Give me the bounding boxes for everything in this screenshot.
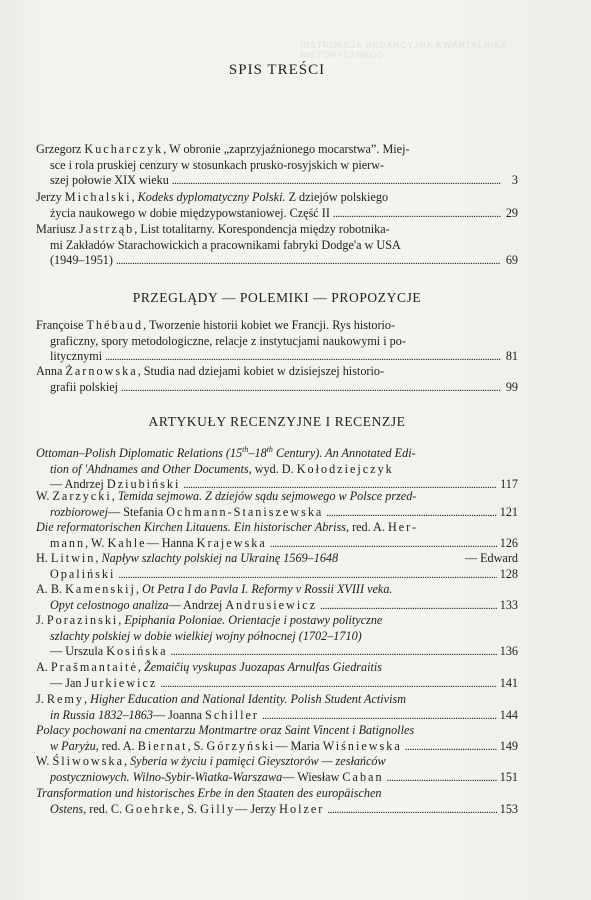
section-heading: ARTYKUŁY RECENZYJNE I RECENZJE <box>148 414 406 429</box>
page-number: 136 <box>499 644 518 659</box>
author-name: Her- <box>387 520 419 534</box>
page-number: 81 <box>505 349 518 364</box>
author-name: Litwin <box>50 551 96 565</box>
author-name: Porazinski <box>46 613 119 627</box>
toc-entry[interactable]: Die reformatorischen Kirchen Litauens. Ein historischer Abriss , red. A. Her- mann , W. Kahle — Hanna Krajewska . . . 126 <box>36 520 518 552</box>
author-name: Kosińska <box>106 644 168 659</box>
page-number: 29 <box>505 205 518 220</box>
author-name: Górzyński <box>206 738 276 753</box>
author-name: Schiller <box>205 707 259 722</box>
page-number: 128 <box>499 566 518 581</box>
toc-entry[interactable]: Jerzy Michalski , Kodeks dyplomatyczny Polski. Z dziejów polskiego życia naukowego w dobie międzypowstaniowej. Część II . . . 29 <box>36 190 518 222</box>
page-number: 153 <box>499 801 518 816</box>
author-name: Krajewska <box>196 535 267 550</box>
author-name: Kucharczyk <box>84 142 164 156</box>
author-name: Michalski <box>64 190 132 204</box>
toc-entry[interactable]: W. Zarzycki , Temida sejmowa. Z dziejów sądu sejmowego w Polsce przed- rozbiorowej — Stefania Ochmann-Staniszewska . . . 121 <box>36 489 518 521</box>
toc-entry[interactable]: W. Śliwowska , Syberia w życiu i pamięci Gieysztorów — zesłańców postyczniowych. Wilno-Sybir-Wiatka-Warszawa — Wiesław Caban . . . 151 <box>36 754 518 786</box>
author-name: Remy <box>46 692 84 706</box>
toc-entry[interactable]: Mariusz Jastrząb , List totalitarny. Korespondencja między robotnika- mi Zakładów Starachowickich a pracownikami fabryki Dodge'a w USA (1949–1951) . . . 69 <box>36 222 518 270</box>
page-number: 149 <box>499 738 518 753</box>
author-name: Kołodziejczyk <box>296 461 394 476</box>
author-name: Opaliński <box>50 566 116 581</box>
toc-entry[interactable]: A. B. Kamenskij , Ot Petra I do Pavla I. Reformy v Rossii XVIII veka. Opyt celostnogo analiza — Andrzej Andrusiewicz . . . 133 <box>36 582 518 614</box>
page-number: 126 <box>499 535 518 550</box>
page-number: 121 <box>499 504 518 519</box>
toc-entry[interactable]: Grzegorz Kucharczyk, W obronie „zaprzyjaźnionego mocarstwa”. Miej- sce i rola pruskiej cenzury w stosunkach prusko-rosyjskich w pierw- szej połowie XIX wieku . . . 3 <box>36 142 518 190</box>
author-name: Ochmann-Staniszewska <box>166 504 324 519</box>
author-name: Kamenskij <box>65 582 136 596</box>
author-name: Śliwowska <box>52 754 124 768</box>
author-name: Andrusiewicz <box>225 597 318 612</box>
toc-entry[interactable]: Polacy pochowani na cmentarzu Montmartre oraz Saint Vincent i Batignolles w Paryżu , red. A. Biernat , S. Górzyński — Maria Wiśniewska . . . 149 <box>36 723 518 755</box>
author-name: Dziubiński <box>106 477 181 492</box>
bleed-through-text: INSTRUKCJA REDAKCYJNA KWARTALNIKA HISTORYCZNEGO <box>300 40 508 60</box>
author-name: Goehrke <box>125 801 182 816</box>
toc-entry[interactable]: Transformation und historisches Erbe in den Staaten des europäischen Ostens , red. C. Goehrke , S. Gilly — Jerzy Holzer . . . 153 <box>36 786 518 818</box>
toc-entry[interactable]: Anna Żarnowska , Studia nad dziejami kobiet w dzisiejszej historio- grafii polskiej . . . 99 <box>36 364 518 396</box>
toc-entry[interactable]: H. Litwin, Napływ szlachty polskiej na Ukrainę 1569–1648 — Edward Opaliński . . . 128 <box>36 551 518 583</box>
page-number: 141 <box>499 675 518 690</box>
page-number: 69 <box>505 253 518 268</box>
author-name: Żarnowska <box>65 364 138 378</box>
page-number: 144 <box>499 707 518 722</box>
author-name: Zarzycki <box>52 489 112 503</box>
page-title: SPIS TREŚCI <box>228 62 326 78</box>
toc-entry[interactable]: A. Prašmantaitė , Žemaičių vyskupas Juozapas Arnulfas Giedraitis — Jan Jurkiewicz . . . 141 <box>36 660 518 692</box>
page-number: 99 <box>505 379 518 394</box>
author-name: Gilly <box>200 801 236 816</box>
toc-entry[interactable]: Ottoman–Polish Diplomatic Relations (15th–18th Century). An Annotated Edi- tion of 'Ahdnames and Other Documents , wyd. D. Kołodziejczyk — Andrzej Dziubiński . . . 117 <box>36 442 518 494</box>
page-number: 117 <box>500 477 518 492</box>
author-name: Jurkiewicz <box>84 675 158 690</box>
author-name: Wiśniewska <box>322 738 402 753</box>
author-name: Biernat <box>137 738 188 753</box>
toc-entry[interactable]: Françoise Thébaud , Tworzenie historii kobiet we Francji. Rys historio- graficzny, spory metodologiczne, relacje z instytucjami naukowymi i po- litycznymi . . . 81 <box>36 318 518 366</box>
author-name: Caban <box>342 769 384 784</box>
author-name: Holzer <box>279 801 325 816</box>
section-heading: PRZEGLĄDY — POLEMIKI — PROPOZYCJE <box>132 290 422 305</box>
author-name: Thébaud <box>86 318 144 332</box>
author-name: Prašmantaitė <box>50 660 138 674</box>
page-number: 151 <box>499 769 518 784</box>
toc-entry[interactable]: J. Porazinski , Epiphania Poloniae. Orientacje i postawy polityczne szlachty polskiej w dobie wielkiej wojny północnej (1702–1710) — Urszula Kosińska . . . 136 <box>36 613 518 661</box>
page-number: 133 <box>499 597 518 612</box>
toc-entry[interactable]: J. Remy , Higher Education and National Identity. Polish Student Activism in Russia 1832–1863 — Joanna Schiller . . . 144 <box>36 692 518 724</box>
page-number: 3 <box>511 173 518 188</box>
author-name: Jastrząb <box>78 222 135 236</box>
author-name: Kahle <box>107 535 147 550</box>
